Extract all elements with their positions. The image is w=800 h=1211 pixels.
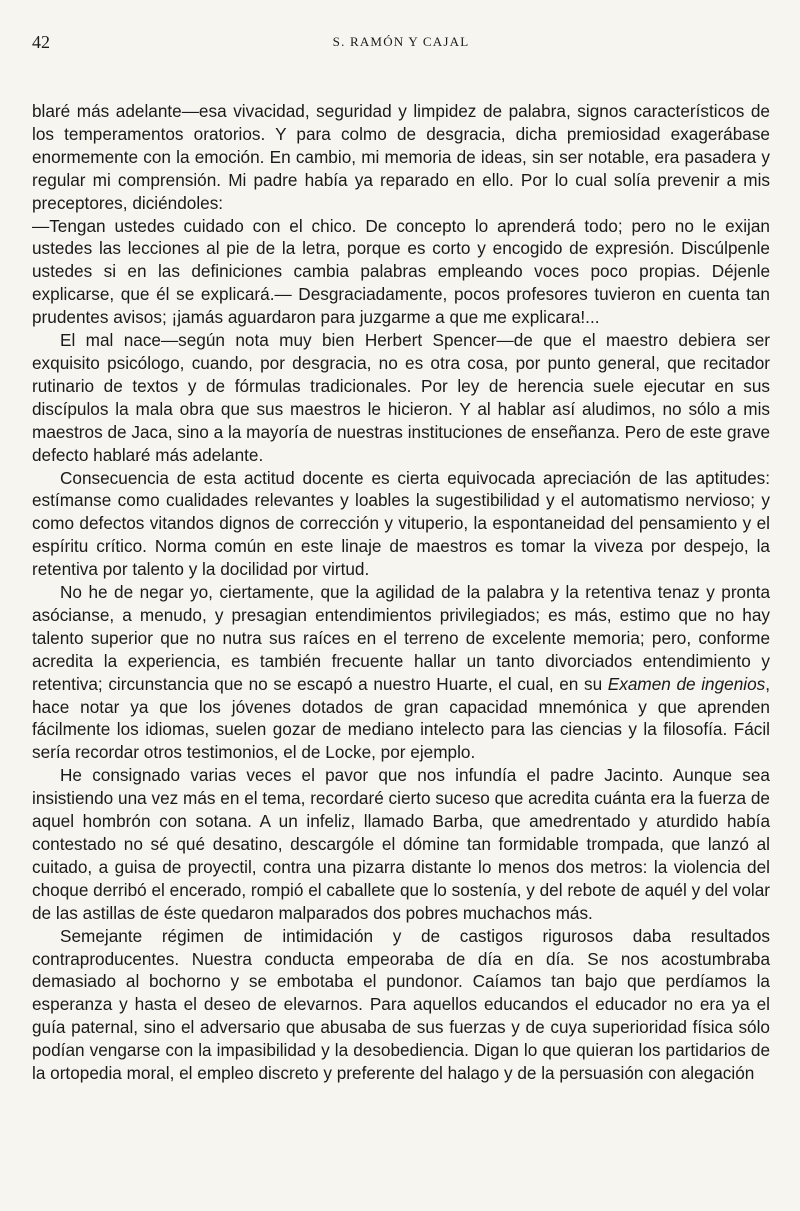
paragraph: El mal nace—según nota muy bien Herbert Spencer—de que el maestro debiera ser exquisito psicólogo, cuando, por desgracia, no es otra cosa, por punto general, que recitador rutinario de textos y de fórmulas tradicionales. Por ley de herencia suele ejecutar en sus discípulos la mala obra que sus maestros le hicieron. Y al hablar así aludimos, no sólo a mis maestros de Jaca, sino a la mayoría de nuestras instituciones de enseñanza. Pero de este grave defecto hablaré más adelante. <box>32 330 770 465</box>
body-text <box>32 100 770 1085</box>
paragraph: —Tengan ustedes cuidado con el chico. De concepto lo aprenderá todo; pero no le exijan ustedes las lecciones al pie de la letra, porque es corto y encogido de expresión. Discúlpenle ustedes si en las definiciones cambia palabras empleando voces poco propias. Déjenle explicarse, que él se explicará.— Desgraciadamente, pocos profesores tuvieron en cuenta tan prudentes avisos; ¡jamás aguardaron para juzgarme a que me explicara!... <box>32 215 770 328</box>
paragraph: Semejante régimen de intimidación y de castigos rigurosos daba resultados contraproducentes. Nuestra conducta empeoraba de día en día. Se nos acostumbraba demasiado al bochorno y se embotaba el pundonor. Caíamos tan bajo que perdíamos la esperanza y hasta el deseo de elevarnos. Para aquellos educandos el educador no era ya el guía paternal, sino el adversario que abusaba de sus fuerzas y de cuya superioridad física sólo podían vengarse con la impasibilidad y la desobediencia. Digan lo que quieran los partidarios de la ortopedia moral, el empleo discreto y preferente del halago y de la persuasión con alegación <box>32 925 770 1084</box>
running-title: S. RAMÓN Y CAJAL <box>332 34 470 49</box>
paragraph <box>32 581 770 764</box>
paragraph: He consignado varias veces el pavor que nos infundía el padre Jacinto. Aunque sea insistiendo una vez más en el tema, recordaré cierto suceso que acredita cuánta era la fuerza de aquel hombrón con sotana. A un infeliz, llamado Barba, que amedrentado y aturdido había contestado no sé qué desatino, descargóle el dómine tan formidable trompada, que lanzó al cuitado, a guisa de proyectil, contra una pizarra distante lo menos dos metros: la violencia del choque derribó el encerado, rompió el caballete que lo sostenía, y del rebote de aquél y del volar de las astillas de éste quedaron malparados dos pobres muchachos más. <box>32 765 770 923</box>
paragraph-text: , hace notar ya que los jóvenes dotados de gran capacidad mnemónica y que aprenden fácilmente los idiomas, suelen gozar de mediano intelecto para las ciencias y la filosofía. Fácil sería recordar otros testimonios, el de Locke, por ejemplo. <box>32 673 771 763</box>
paragraph: blaré más adelante—esa vivacidad, seguridad y limpidez de palabra, signos característicos de los temperamentos oratorios. Y para colmo de desgracia, dicha premiosidad exagerábase enormemente con la emoción. En cambio, mi memoria de ideas, sin ser notable, era pasadera y regular mi comprensión. Mi padre había ya reparado en ello. Por lo cual solía prevenir a mis preceptores, diciéndoles: <box>32 101 770 213</box>
paragraph-text: No he de negar yo, ciertamente, que la agilidad de la palabra y la retentiva tenaz y pronta asócianse, a menudo, y presagian entendimientos privilegiados; es más, estimo que no hay talento superior que no nutra sus raíces en el terreno de excelente memoria; pero, conforme acredita la experiencia, es también frecuente hallar un tanto divorciados entendimiento y retentiva; circunstancia que no se escapó a nuestro Huarte, el cual, en su <box>32 582 770 694</box>
paragraph: Consecuencia de esta actitud docente es cierta equivocada apreciación de las aptitudes: estímanse como cualidades relevantes y loables la sugestibilidad y el automatismo nervioso; y como defectos vitandos dignos de corrección y vituperio, la espontaneidad del pensamiento y el espíritu crítico. Norma común en este linaje de maestros es tomar la viveza por despejo, la retentiva por talento y la docilidad por virtud. <box>32 467 770 580</box>
page-number: 42 <box>32 32 50 52</box>
running-head <box>32 26 770 50</box>
book-title-italic: Examen de ingenios <box>607 673 766 694</box>
